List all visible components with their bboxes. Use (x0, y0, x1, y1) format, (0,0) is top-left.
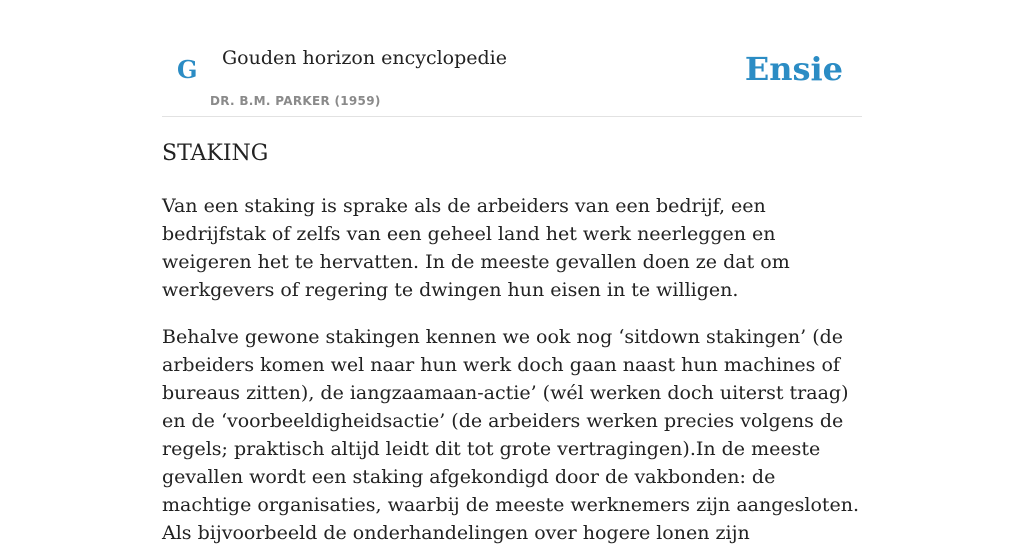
page-header (162, 0, 862, 117)
entry-title: STAKING (162, 141, 269, 166)
article-paragraph: Van een staking is sprake als de arbeiders van een bedrijf, een bedrijfstak of zelfs van een geheel land het werk neerleggen en weigeren het te hervatten. In de meeste gevallen doen ze dat om werkgevers of regering te dwingen hun eisen in te willigen. (162, 195, 790, 301)
book-title-link[interactable]: Gouden horizon encyclopedie (222, 47, 507, 69)
article (162, 138, 862, 547)
ensie-logo-link[interactable]: Ensie (744, 50, 843, 88)
article-paragraph: Behalve gewone stakingen kennen we ook nog ‘sitdown stakingen’ (de arbeiders komen wel naar hun werk doch gaan naast hun machines of bureaus zitten), de iangzaamaan-actie’ (wél werken doch uiterst traag) en de ‘voorbeeldigheidsactie’ (de arbeiders werken precies volgens de regels; praktisch altijd leidt dit tot grote vertragingen).In de meeste gevallen wordt een staking afgekondigd door de vakbonden: de machtige organisaties, waarbij de meeste werknemers zijn aangesloten. Als bijvoorbeeld de onderhandelingen over hogere lonen zijn (162, 326, 860, 544)
book-author: DR. B.M. PARKER (1959) (210, 94, 381, 108)
book-logo-letter[interactable]: G (177, 55, 198, 84)
